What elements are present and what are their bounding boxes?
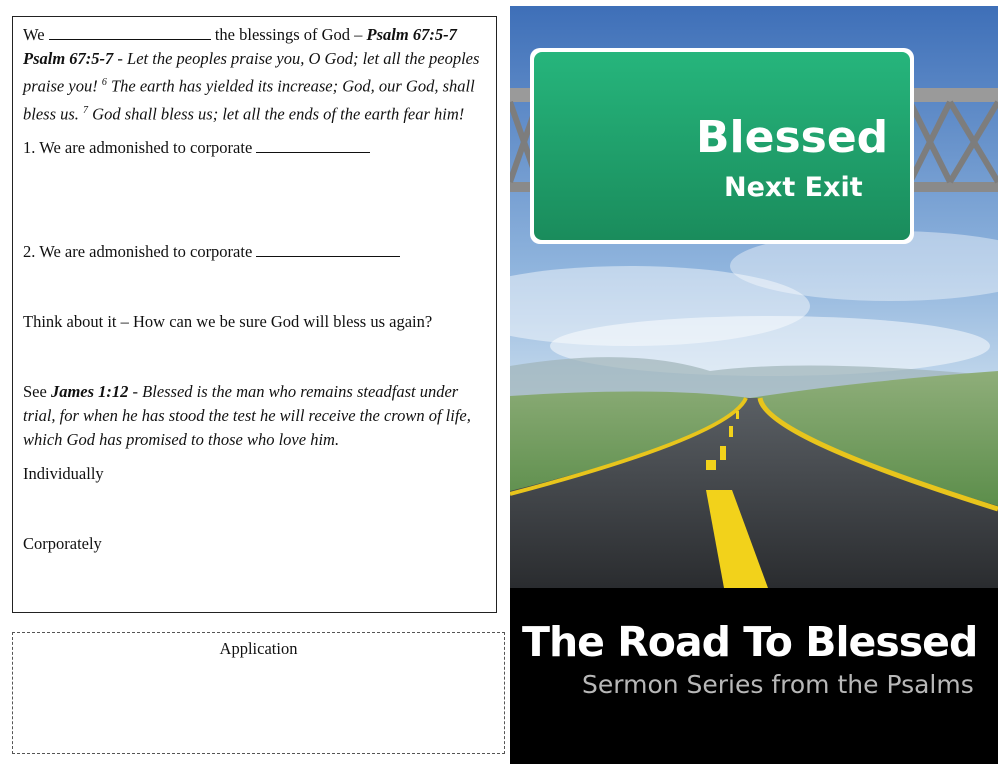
sign-line-2: Next Exit bbox=[724, 172, 863, 203]
see-label: See bbox=[23, 382, 51, 401]
fill-in-blank bbox=[49, 23, 211, 40]
application-label: Application bbox=[219, 639, 298, 658]
individually: Individually bbox=[23, 464, 104, 483]
see-text: - Blessed is the man who remains steadfast under trial, for when he has stood the test he will receive the crown of life, which God has promised to those who love him. bbox=[23, 382, 471, 449]
point-2-text: 2. We are admonished to corporate bbox=[23, 242, 257, 261]
scripture-text-2: The earth has yielded its increase; God, our God, shall bless us. bbox=[23, 76, 475, 123]
intro-ref: Psalm 67:5-7 bbox=[366, 25, 457, 44]
intro-we: We bbox=[23, 25, 45, 44]
scripture-text-3: God shall bless us; let all the ends of the earth fear him! bbox=[88, 104, 465, 123]
see-reference bbox=[23, 380, 486, 452]
think-about-it: Think about it – How can we be sure God will bless us again? bbox=[23, 312, 433, 331]
cover-panel bbox=[510, 6, 998, 764]
verse-6: 6 bbox=[101, 77, 107, 88]
intro-line bbox=[23, 23, 486, 47]
point-2 bbox=[23, 240, 486, 264]
series-subtitle: Sermon Series from the Psalms bbox=[582, 670, 974, 699]
fill-in-blank bbox=[256, 136, 370, 153]
intro-rest: the blessings of God – bbox=[214, 25, 367, 44]
verse-7: 7 bbox=[83, 104, 89, 116]
sermon-notes-panel bbox=[12, 16, 497, 613]
point-1-text: 1. We are admonished to corporate bbox=[23, 138, 257, 157]
scripture-ref: Psalm 67:5-7 bbox=[23, 49, 114, 68]
point-1 bbox=[23, 136, 486, 160]
application-box bbox=[12, 632, 505, 754]
see-ref: James 1:12 bbox=[50, 382, 129, 401]
series-title: The Road To Blessed bbox=[522, 618, 978, 666]
fill-in-blank bbox=[256, 240, 400, 257]
sign-line-1: Blessed bbox=[696, 112, 889, 163]
scripture-passage bbox=[23, 47, 486, 126]
scripture-text-1: - Let the peoples praise you, O God; let all the peoples praise you! bbox=[23, 49, 480, 96]
corporately: Corporately bbox=[23, 534, 102, 553]
